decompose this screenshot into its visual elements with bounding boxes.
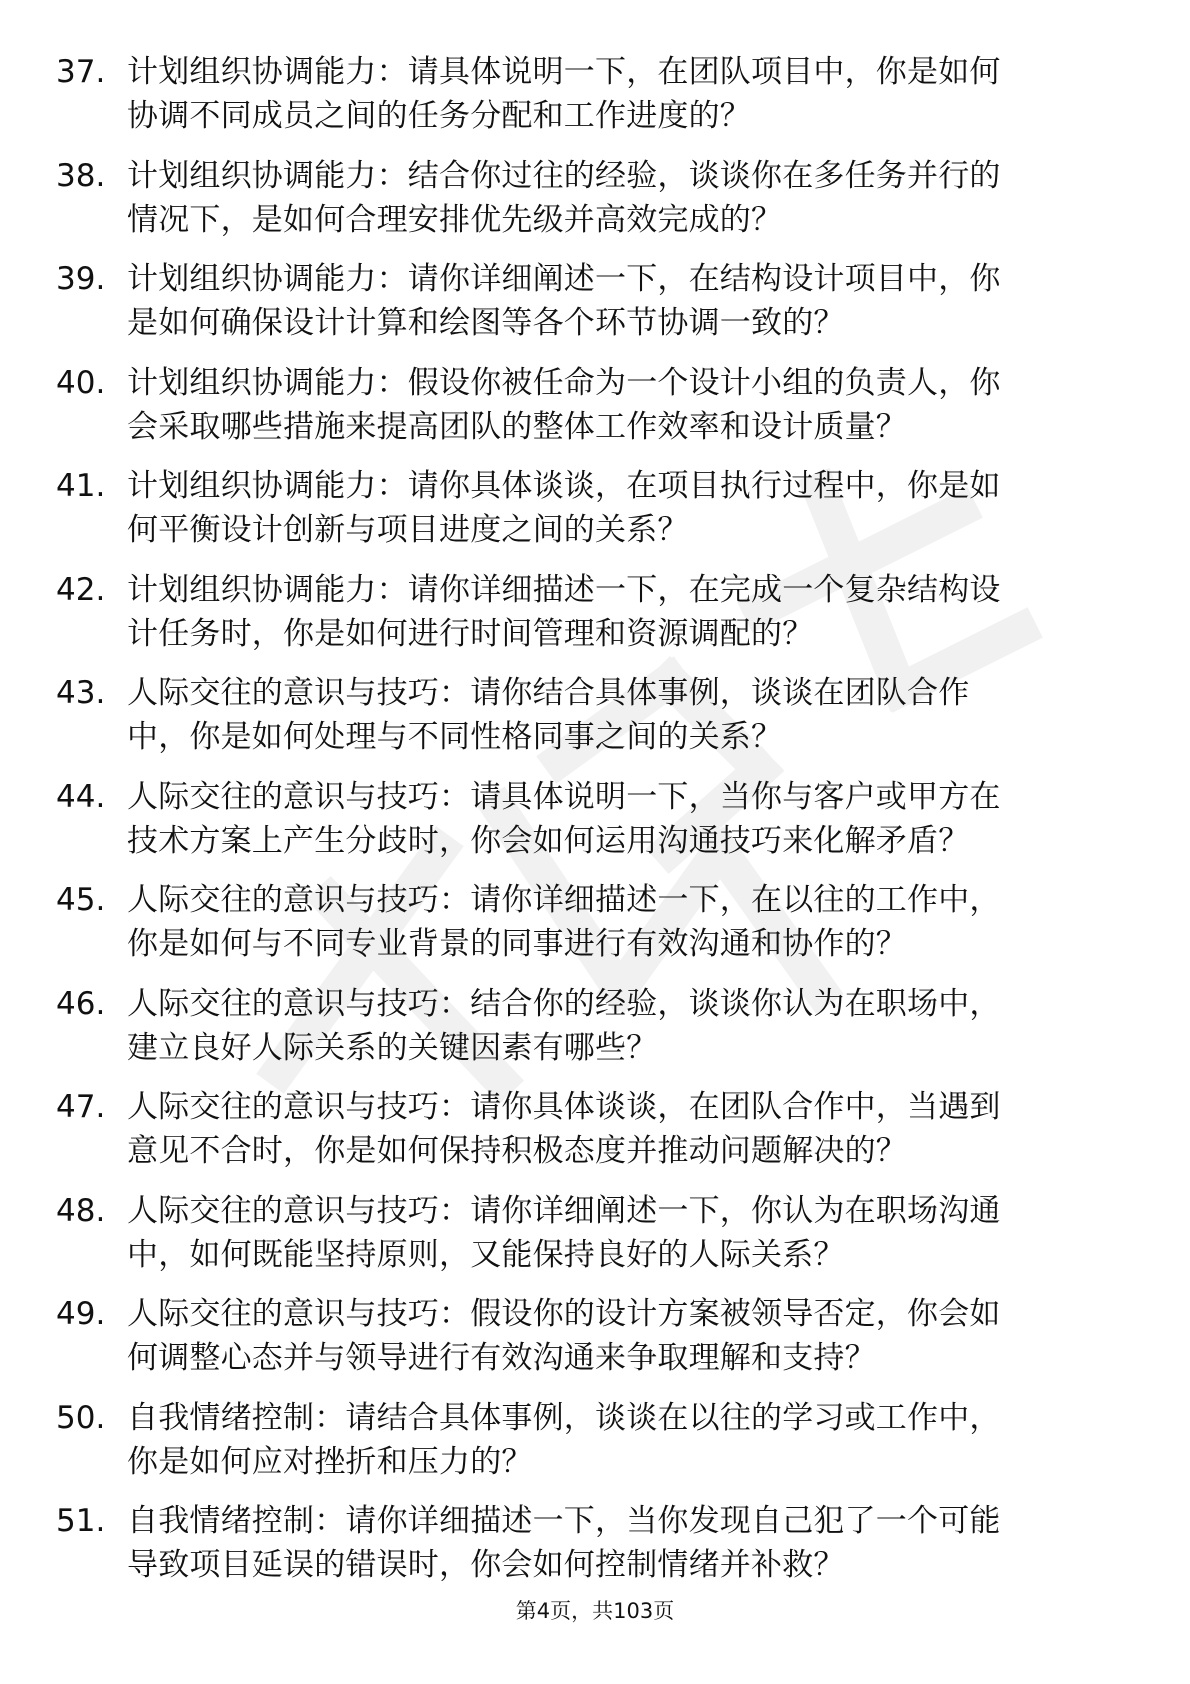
question-line: 你是如何应对挫折和压力的？ [127,1443,533,1480]
question-line: 计划组织协调能力：请你详细描述一下，在完成一个复杂结构设 [127,571,1001,608]
question-text [127,154,1167,242]
question-line: 人际交往的意识与技巧：假设你的设计方案被领导否定，你会如 [127,1296,1001,1332]
question-line: 人际交往的意识与技巧：请你详细描述一下，在以往的工作中， [127,882,1001,918]
question-text [127,1085,1167,1173]
question-line: 人际交往的意识与技巧：请具体说明一下，当你与客户或甲方在 [127,778,1001,815]
question-text [127,982,1167,1070]
question-line: 何平衡设计创新与项目进度之间的关系？ [127,512,689,548]
question-text [127,464,1167,552]
question-text [127,361,1167,449]
question-text [127,1189,1167,1277]
question-item [56,568,1116,672]
question-item [56,154,1116,258]
question-number: 39. [56,261,106,297]
page-footer: 第4页，共103页 [515,1599,675,1623]
question-item [56,257,1116,361]
question-number: 47. [56,1089,106,1125]
question-text [127,878,1167,966]
question-line: 人际交往的意识与技巧：请你结合具体事例，谈谈在团队合作 [127,675,970,711]
question-line: 建立良好人际关系的关键因素有哪些？ [127,1029,658,1066]
question-number: 50. [56,1399,106,1436]
question-number: 48. [56,1192,106,1229]
question-number: 46. [56,985,106,1022]
question-item [56,1085,1116,1189]
question-line: 人际交往的意识与技巧：请你具体谈谈，在团队合作中，当遇到 [127,1089,1001,1125]
question-number: 41. [56,468,106,504]
question-item [56,1499,1116,1603]
question-item [56,464,1116,568]
question-text [127,257,1167,345]
question-line: 协调不同成员之间的任务分配和工作进度的？ [127,98,751,134]
question-line: 计划组织协调能力：请你详细阐述一下，在结构设计项目中，你 [127,261,1001,297]
question-line: 人际交往的意识与技巧：请你详细阐述一下，你认为在职场沟通 [127,1192,1001,1229]
question-number: 42. [56,571,106,608]
question-line: 中，你是如何处理与不同性格同事之间的关系？ [127,719,783,755]
question-line: 中，如何既能坚持原则，又能保持良好的人际关系？ [127,1236,845,1273]
question-number: 49. [56,1296,106,1332]
question-text [127,568,1167,656]
question-item [56,775,1116,879]
question-line: 自我情绪控制：请结合具体事例，谈谈在以往的学习或工作中， [127,1399,1001,1436]
question-line: 自我情绪控制：请你详细描述一下，当你发现自己犯了一个可能 [127,1503,1001,1539]
question-item [56,1396,1116,1500]
question-number: 43. [56,675,106,711]
question-text [127,50,1167,138]
question-line: 计划组织协调能力：假设你被任命为一个设计小组的负责人，你 [127,364,1001,401]
question-text [127,1396,1167,1484]
question-number: 40. [56,364,106,401]
question-line: 情况下，是如何合理安排优先级并高效完成的？ [127,201,783,238]
question-line: 计划组织协调能力：请具体说明一下，在团队项目中，你是如何 [127,54,1001,90]
question-item [56,361,1116,465]
question-line: 会采取哪些措施来提高团队的整体工作效率和设计质量？ [127,408,907,445]
question-number: 45. [56,882,106,918]
question-line: 计划组织协调能力：请你具体谈谈，在项目执行过程中，你是如 [127,468,1001,504]
question-line: 意见不合时，你是如何保持积极态度并推动问题解决的？ [127,1133,907,1169]
question-line: 你是如何与不同专业背景的同事进行有效沟通和协作的？ [127,926,907,962]
question-line: 技术方案上产生分歧时，你会如何运用沟通技巧来化解矛盾？ [127,822,970,859]
question-item [56,1292,1116,1396]
question-line: 是如何确保设计计算和绘图等各个环节协调一致的？ [127,305,845,341]
question-text [127,1499,1167,1587]
question-text [127,671,1167,759]
question-number: 37. [56,54,106,90]
question-number: 44. [56,778,106,815]
question-item [56,1189,1116,1293]
question-item [56,671,1116,775]
question-item [56,50,1116,154]
question-item [56,982,1116,1086]
question-line: 计任务时，你是如何进行时间管理和资源调配的？ [127,615,814,652]
question-number: 51. [56,1503,106,1539]
question-list [56,50,1116,1603]
question-item [56,878,1116,982]
question-line: 导致项目延误的错误时，你会如何控制情绪并补救？ [127,1547,845,1583]
question-line: 人际交往的意识与技巧：结合你的经验，谈谈你认为在职场中， [127,985,1001,1022]
question-text [127,775,1167,863]
question-number: 38. [56,157,106,194]
question-text [127,1292,1167,1380]
question-line: 何调整心态并与领导进行有效沟通来争取理解和支持？ [127,1340,876,1376]
question-line: 计划组织协调能力：结合你过往的经验，谈谈你在多任务并行的 [127,157,1001,194]
